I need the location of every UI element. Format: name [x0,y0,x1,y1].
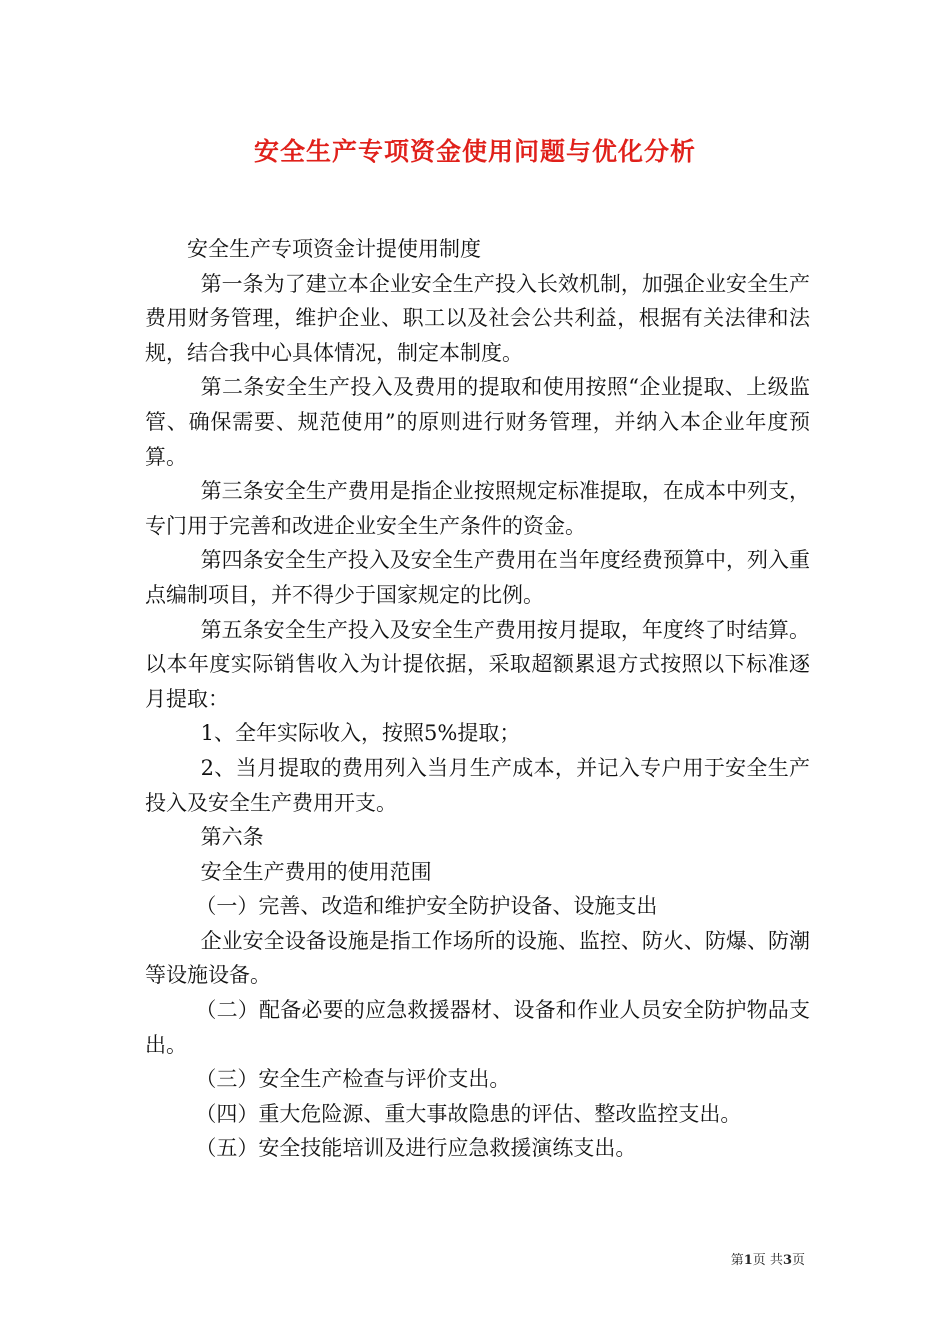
footer-prefix: 第 [730,1253,744,1268]
paragraph-article-4: 第四条安全生产投入及安全生产费用在当年度经费预算中，列入重点编制项目，并不得少于国家规定的比例。 [145,548,810,607]
paragraph-scope-1: （一）完善、改造和维护安全防护设备、设施支出 [195,894,658,919]
footer-current-page: 1 [743,1253,753,1268]
paragraph-article-1: 第一条为了建立本企业安全生产投入长效机制，加强企业安全生产费用财务管理，维护企业、职工以及社会公共利益，根据有关法律和法规，结合我中心具体情况，制定本制度。 [145,271,810,365]
paragraph-scope-2: （二）配备必要的应急救援器材、设备和作业人员安全防护物品支出。 [145,998,810,1057]
paragraph-article-3: 第三条安全生产费用是指企业按照规定标准提取，在成本中列支，专门用于完善和改进企业安全生产条件的资金。 [145,479,810,538]
paragraph-scope-5: （五）安全技能培训及进行应急救援演练支出。 [195,1136,637,1161]
paragraph-item-2: 2、当月提取的费用列入当月生产成本，并记入专户用于安全生产投入及安全生产费用开支。 [145,755,810,815]
paragraph-heading: 安全生产专项资金计提使用制度 [187,237,481,261]
footer-total-pages: 3 [782,1253,792,1268]
footer-middle: 页 共 [752,1253,783,1268]
footer-suffix: 页 [791,1253,805,1268]
paragraph-usage-scope: 安全生产费用的使用范围 [200,859,432,884]
paragraph-scope-4: （四）重大危险源、重大事故隐患的评估、整改监控支出。 [195,1101,742,1126]
paragraph-scope-3: （三）安全生产检查与评价支出。 [195,1067,511,1092]
paragraph-item-1: 1、全年实际收入，按照5%提取； [200,721,521,746]
paragraph-article-5: 第五条安全生产投入及安全生产费用按月提取，年度终了时结算。以本年度实际销售收入为计提依据，采取超额累退方式按照以下标准逐月提取： [145,617,810,711]
paragraph-article-6: 第六条 [200,825,264,850]
paragraph-article-2: 第二条安全生产投入及费用的提取和使用按照“企业提取、上级监管、确保需要、规范使用”的原则进行财务管理，并纳入本企业年度预算。 [145,375,810,469]
document-body [145,232,810,1166]
document-title: 安全生产专项资金使用问题与优化分析 [253,137,696,166]
paragraph-scope-1-detail: 企业安全设备设施是指工作场所的设施、监控、防火、防爆、防潮等设施设备。 [145,928,810,988]
page-footer [731,1249,805,1268]
